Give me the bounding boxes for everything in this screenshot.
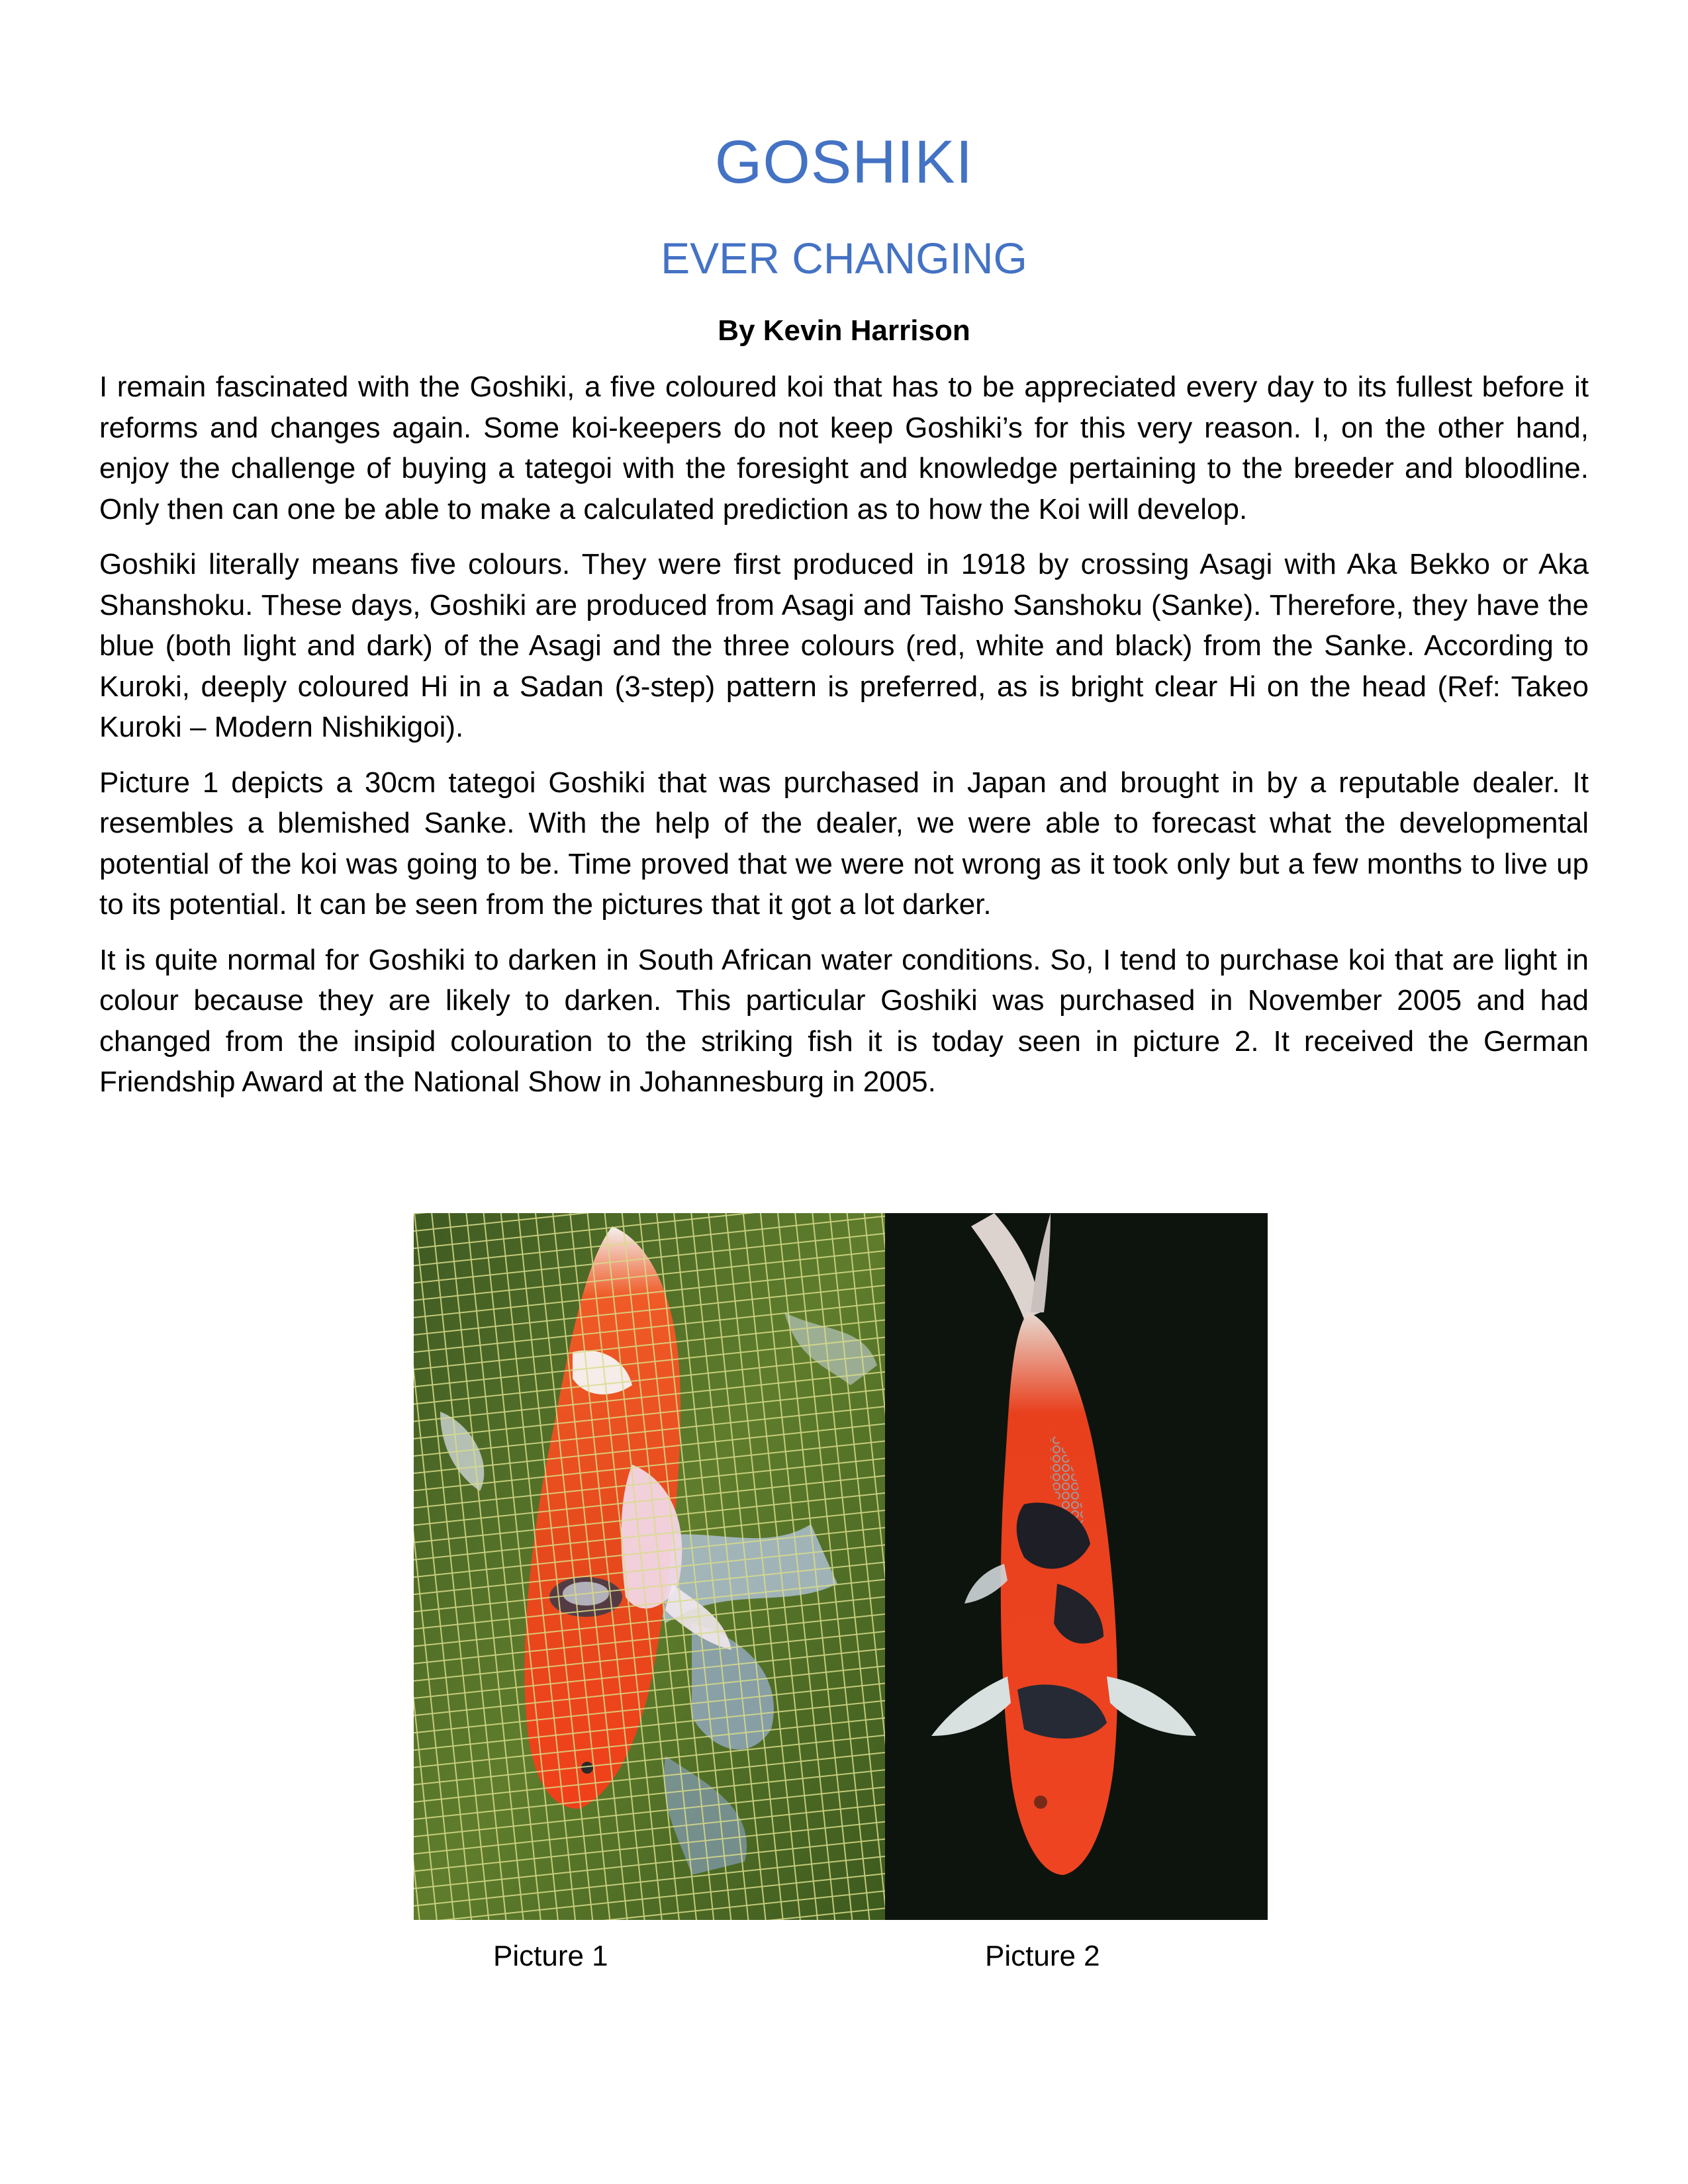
paragraph: I remain fascinated with the Goshiki, a five coloured koi that has to be appreciated every day to its fullest before it reforms and changes again. Some koi-keepers do not keep Goshiki’s for this very reason. I, on the other hand, enjoy the challenge of buying a tategoi with the foresight and knowledge pertaining to the breeder and bloodline. Only then can one be able to make a calculated prediction as to how the Koi will develop.	[99, 371, 1589, 525]
document-title: GOSHIKI	[714, 128, 974, 196]
picture-2-koi-dark	[885, 1213, 1268, 1920]
photo-figure	[414, 1213, 1268, 1920]
article-body	[99, 367, 1589, 1117]
picture-2-caption: Picture 2	[985, 1940, 1100, 1972]
picture-1-caption: Picture 1	[493, 1940, 608, 1972]
picture-1-koi-in-net	[414, 1213, 885, 1920]
paragraph: It is quite normal for Goshiki to darken in South African water conditions. So, I tend to purchase koi that are light in colour because they are likely to darken. This particular Goshiki was purchased in November 2005 and had changed from the insipid colouration to the striking fish it is today seen in picture 2. It received the German Friendship Award at the National Show in Johannesburg in 2005.	[99, 943, 1589, 1098]
paragraph: Goshiki literally means five colours. They were first produced in 1918 by crossing Asagi with Aka Bekko or Aka Shanshoku. These days, Goshiki are produced from Asagi and Taisho Sanshoku (Sanke). Therefore, they have the blue (both light and dark) of the Asagi and the three colours (red, white and black) from the Sanke. According to Kuroki, deeply coloured Hi in a Sadan (3-step) pattern is preferred, as is bright clear Hi on the head (Ref: Takeo Kuroki – Modern Nishikigoi).	[99, 548, 1589, 743]
author-byline: By Kevin Harrison	[718, 314, 970, 347]
document-subtitle: EVER CHANGING	[661, 234, 1027, 283]
paragraph: Picture 1 depicts a 30cm tategoi Goshiki that was purchased in Japan and brought in by a reputable dealer. It resembles a blemished Sanke. With the help of the dealer, we were able to forecast what the developmental potential of the koi was going to be. Time proved that we were not wrong as it took only but a few months to live up to its potential. It can be seen from the pictures that it got a lot darker.	[99, 766, 1589, 921]
